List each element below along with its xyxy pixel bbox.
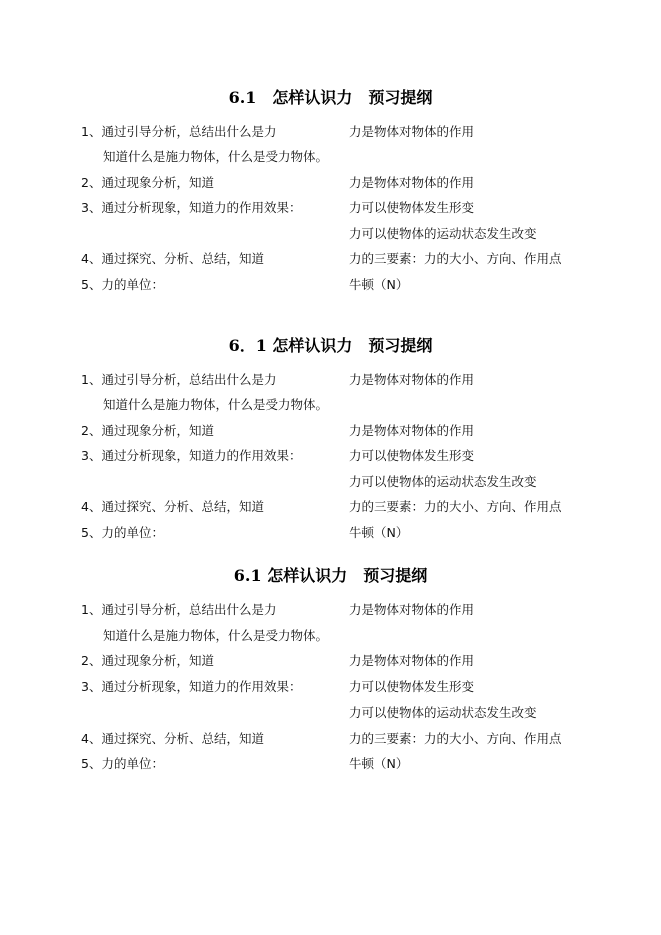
item-prompt: 2、通过现象分析，知道 — [81, 653, 214, 668]
item-answer: 力可以使物体的运动状态发生改变 — [349, 226, 537, 241]
item-prompt: 5、力的单位： — [81, 756, 164, 771]
item-answer: 力可以使物体发生形变 — [349, 200, 475, 215]
item-answer: 力是物体对物体的作用 — [349, 175, 475, 190]
list-item — [0, 224, 661, 244]
item-prompt: 知道什么是施力物体，什么是受力物体。 — [103, 628, 329, 643]
list-item — [0, 147, 661, 167]
item-answer: 力的三要素：力的大小、方向、作用点 — [349, 499, 562, 514]
item-answer: 牛顿（N） — [349, 277, 409, 292]
item-answer: 力的三要素：力的大小、方向、作用点 — [349, 251, 562, 266]
item-prompt: 知道什么是施力物体，什么是受力物体。 — [103, 149, 329, 164]
item-answer: 牛顿（N） — [349, 756, 409, 771]
list-item — [0, 421, 661, 441]
item-prompt: 3、通过分析现象，知道力的作用效果： — [81, 448, 302, 463]
item-answer: 力是物体对物体的作用 — [349, 602, 475, 617]
list-item — [0, 249, 661, 269]
list-item — [0, 472, 661, 492]
section-title: 6.1 怎样认识力 预习提纲 — [233, 566, 428, 585]
list-item — [0, 523, 661, 543]
item-answer: 力是物体对物体的作用 — [349, 124, 475, 139]
item-prompt: 5、力的单位： — [81, 277, 164, 292]
list-item — [0, 370, 661, 390]
list-item — [0, 122, 661, 142]
list-item — [0, 651, 661, 671]
item-prompt: 4、通过探究、分析、总结，知道 — [81, 731, 264, 746]
item-prompt: 2、通过现象分析，知道 — [81, 175, 214, 190]
list-item — [0, 677, 661, 697]
item-prompt: 3、通过分析现象，知道力的作用效果： — [81, 679, 302, 694]
list-item — [0, 497, 661, 517]
section-title: 6．1 怎样认识力 预习提纲 — [228, 336, 433, 355]
item-answer: 力可以使物体发生形变 — [349, 448, 475, 463]
item-prompt: 知道什么是施力物体，什么是受力物体。 — [103, 397, 329, 412]
item-prompt: 3、通过分析现象，知道力的作用效果： — [81, 200, 302, 215]
list-item — [0, 600, 661, 620]
item-answer: 牛顿（N） — [349, 525, 409, 540]
item-prompt: 5、力的单位： — [81, 525, 164, 540]
item-answer: 力可以使物体的运动状态发生改变 — [349, 474, 537, 489]
list-item — [0, 446, 661, 466]
list-item — [0, 626, 661, 646]
list-item — [0, 703, 661, 723]
item-answer: 力是物体对物体的作用 — [349, 653, 475, 668]
item-answer: 力是物体对物体的作用 — [349, 423, 475, 438]
list-item — [0, 729, 661, 749]
item-prompt: 1、通过引导分析，总结出什么是力 — [81, 372, 277, 387]
list-item — [0, 754, 661, 774]
item-prompt: 1、通过引导分析，总结出什么是力 — [81, 602, 277, 617]
item-answer: 力可以使物体发生形变 — [349, 679, 475, 694]
list-item — [0, 395, 661, 415]
item-answer: 力的三要素：力的大小、方向、作用点 — [349, 731, 562, 746]
item-answer: 力是物体对物体的作用 — [349, 372, 475, 387]
item-prompt: 4、通过探究、分析、总结，知道 — [81, 251, 264, 266]
list-item — [0, 275, 661, 295]
item-answer: 力可以使物体的运动状态发生改变 — [349, 705, 537, 720]
item-prompt: 4、通过探究、分析、总结，知道 — [81, 499, 264, 514]
list-item — [0, 173, 661, 193]
item-prompt: 1、通过引导分析，总结出什么是力 — [81, 124, 277, 139]
item-prompt: 2、通过现象分析，知道 — [81, 423, 214, 438]
list-item — [0, 198, 661, 218]
section-title: 6.1 怎样认识力 预习提纲 — [228, 88, 433, 107]
